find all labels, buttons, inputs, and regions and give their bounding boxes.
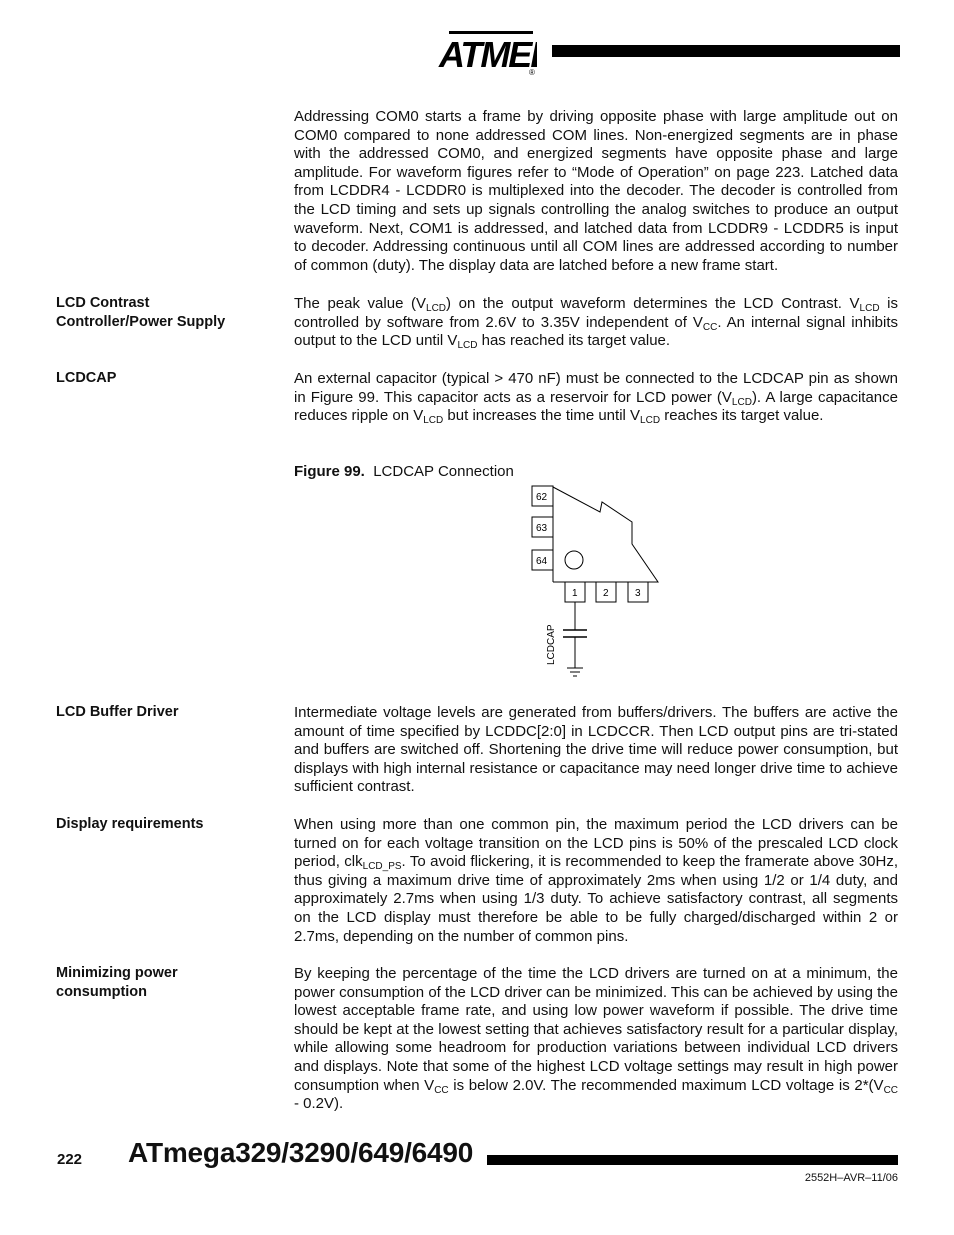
section-heading-buffer: LCD Buffer Driver (56, 704, 179, 720)
registered-mark: ® (529, 68, 535, 77)
document-title: ATmega329/3290/649/6490 (128, 1137, 474, 1168)
display-paragraph: When using more than one common pin, the maximum period the LCD drivers can be turned on for each voltage transition on the LCD pins is 50% of the prescaled LCD clock period, clk$_{LCD\_PS}$. To avoid flickering, it is recommended to keep the framerate above 30Hz, thus giving a maximum drive time of approximately 2ms when using 1/2 or 1/4 duty, and approximately 2.7ms when using 1/3 duty. To achieve satisfactory contrast, all segments on the LCD display must therefore be able to be fully charged/discharged within 2 or 2.7ms, depending on the number of common pins. (294, 816, 898, 945)
page-number: 222 (57, 1151, 83, 1168)
intro-paragraph: Addressing COM0 starts a frame by driving opposite phase with large amplitude out on COM0 compared to none addressed COM lines. Non-energized segments are in phase with the addressed COM0, and energized segments have opposite phase and large amplitude. For waveform figures refer to “Mode of Operation” on page 223. Latched data from LCDDR4 - LCDDR0 is multiplexed into the decoder. The decoder is controlled from the LCD timing and sets up signals controlling the analog switches to produce an output waveform. Next, COM1 is addressed, and latched data from LCDDR9 - LCDDR5 is input to decoder. Addressing continuous until all COM lines are addressed according to number of common (duty). The display data are latched before a new frame start. (294, 108, 898, 274)
section-heading-power (56, 964, 286, 1002)
document-id: 2552H–AVR–11/06 (804, 1172, 898, 1184)
pin-label-62: 62 (536, 492, 548, 503)
pin-label-64: 64 (536, 556, 548, 567)
atmel-logo (437, 29, 537, 77)
lcdcap-paragraph: An external capacitor (typical > 470 nF) must be connected to the LCDCAP pin as shown in Figure 99. This capacitor acts as a reservoir for LCD power $(V_{LCD})$. A large capacitance reduces ripple on $V_{LCD}$ but increases the time until $V_{LCD}$ reaches its target value. (294, 370, 898, 427)
pin-label-2: 2 (603, 588, 609, 599)
heading-line: consumption (56, 984, 148, 1000)
lcdcap-label: LCDCAP (546, 624, 557, 665)
heading-line: Minimizing power (56, 965, 178, 981)
pin1-indicator (565, 551, 583, 569)
section-heading-lcdcap: LCDCAP (56, 370, 117, 386)
section-heading-contrast (56, 294, 286, 332)
logo-text: ATME (439, 34, 531, 75)
contrast-paragraph: The peak value $(V_{LCD})$ on the output waveform determines the LCD Contrast. $V_{LCD}$ is controlled by software from 2.6V to 3.35V independent of $V_{CC}$. An internal signal inhibits output to the LCD until $V_{LCD}$ has reached its target value. (294, 295, 898, 352)
header-rule (552, 45, 900, 57)
power-paragraph: By keeping the percentage of the time the LCD drivers are turned on at a minimum, the power consumption of the LCD driver can be minimized. This can be achieved by using the lowest acceptable frame rate, and using low power waveform if possible. The drive time should be kept at the lowest setting that achieves satisfactory result for a particular display, while allowing some headroom for production variations between individual LCD drivers and displays. Note that some of the highest LCD voltage settings may result in high power consumption when $V_{CC}$ is below 2.0V. The recommended maximum LCD voltage is $2*(V_{CC} - 0.2V)$. (294, 965, 899, 1113)
section-heading-display: Display requirements (56, 816, 204, 832)
figure-caption (294, 463, 514, 480)
buffer-paragraph: Intermediate voltage levels are generated from buffers/drivers. The buffers are active the amount of time specified by LCDDC[2:0] in LCDCCR. Then LCD output pins are tri-stated and buffers are switched off. Shortening the drive time will reduce power consumption, but displays with high internal resistance or capacitance may need longer drive time to achieve sufficient contrast. (294, 704, 898, 796)
footer-rule (487, 1155, 898, 1165)
heading-line: Controller/Power Supply (56, 314, 226, 330)
lcdcap-diagram (528, 482, 668, 682)
figure-label: Figure 99. (294, 463, 365, 480)
pin-label-63: 63 (536, 523, 548, 534)
pin-label-1: 1 (572, 588, 578, 599)
figure-title: LCDCAP Connection (373, 463, 514, 480)
heading-line: LCD Contrast (56, 295, 150, 311)
pin-label-3: 3 (635, 588, 641, 599)
